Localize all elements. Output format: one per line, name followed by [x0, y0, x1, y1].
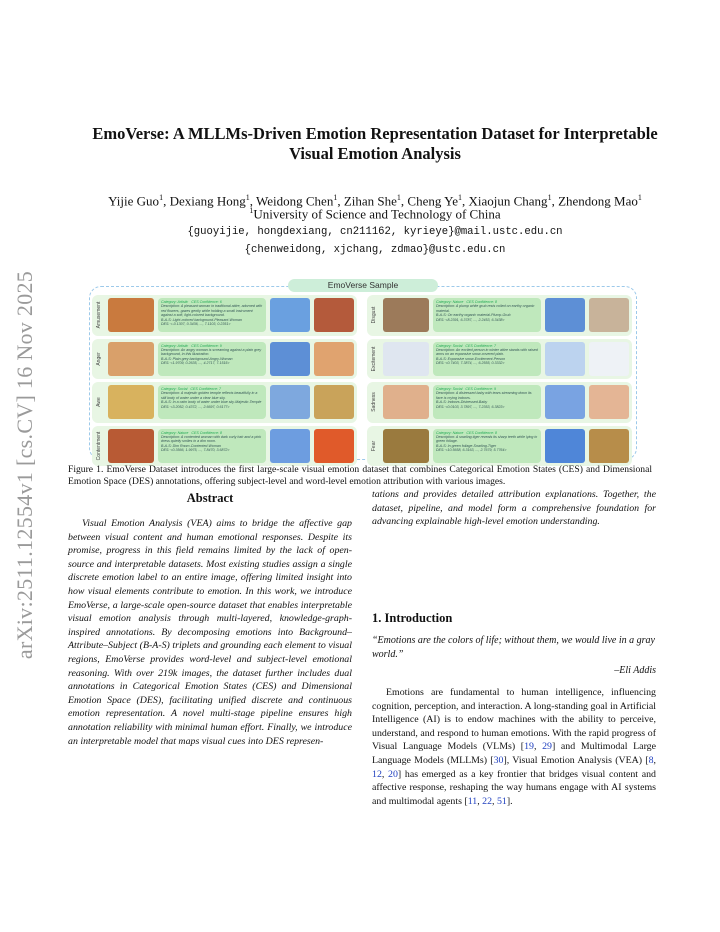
annotation-box: Category: Social CES Confidence: 7 Description: A majestic golden temple reflects beautifully in a still body of water under a clear blue sky. B-A-S: In a calm body of water under blue sky-Majestic-Temple DES: <3.2052, 0.4372, ..., 2.6697, 0.6177>: [158, 385, 266, 419]
subject-crop-image: [314, 342, 354, 376]
figure-row: [367, 339, 632, 380]
figure-title: EmoVerse Sample: [288, 279, 438, 292]
subject-crop-image: [314, 429, 354, 463]
author-list: Yijie Guo$^1$, Dexiang Hong$^1$, Weidong Chen$^1$, Zihan She$^1$, Cheng Ye$^1$, Xiaojun Chang$^1$, Zhendong Mao$^1$: [108, 193, 642, 209]
abstract-text-continued: tations and provides detailed attribution explanations. Together, the dataset, pipeline, and model form a comprehensive foundation for advancing explainable high-level emotion understanding.: [372, 489, 656, 528]
author-affiliation-mark: 1: [547, 193, 552, 202]
author-name: Dexiang Hong: [169, 193, 246, 209]
subject-crop-image: [589, 385, 629, 419]
emotion-label: Excitement: [371, 346, 377, 372]
emotion-label: Anger: [96, 352, 102, 366]
sample-image: [108, 429, 154, 463]
figure-right-column: [367, 295, 632, 469]
section-heading: 1. Introduction: [372, 611, 453, 625]
paper-title: EmoVerse: A MLLMs-Driven Emotion Representation Dataset for Interpretable Visual Emotion Analysis: [92, 124, 658, 163]
emotion-label: Fear: [371, 440, 377, 451]
emotion-label: Awe: [96, 397, 102, 408]
emotion-label: Amusement: [96, 301, 102, 329]
citation-link[interactable]: 29: [542, 741, 552, 753]
annotation-box: Category: Social CES Confidence: 9 Description: A distressed baby with tears streaming down its face is crying indoors. B-A-S: Indoors-Distressed-Baby DES: <0.0103, 3.7897, ..., 7.2353, 6.3823>: [433, 385, 541, 419]
author-affiliation-mark: 1: [333, 193, 338, 202]
author-affiliation-mark: 1: [245, 193, 250, 202]
subject-crop-image: [589, 342, 629, 376]
attention-map-image: [545, 342, 585, 376]
sample-image: [383, 385, 429, 419]
figure-row: [92, 295, 357, 336]
attention-map-image: [545, 429, 585, 463]
citation-link[interactable]: 51: [496, 795, 507, 807]
author-affiliation-mark: 1: [457, 193, 462, 202]
annotation-box: Category: Social CES Confidence: 7 Description: An excited person in winter attire stands with raised arms on an expansive snow-covered plain. B-A-S: Expansive snow-Excitement-Person DES: <0.7403, 7.3874, ..., 6.2555, 0.3332>: [433, 342, 541, 376]
epigraph-quote: “Emotions are the colors of life; without them, we would live in a gray world.”: [372, 635, 655, 660]
citation-link[interactable]: 19: [524, 741, 534, 753]
emotion-label: Disgust: [371, 306, 377, 324]
sample-image: [108, 342, 154, 376]
figure-row: [92, 339, 357, 380]
citation-link[interactable]: 11: [467, 795, 478, 807]
attention-map-image: [270, 298, 310, 332]
subject-crop-image: [589, 429, 629, 463]
author-affiliation-mark: 1: [159, 193, 164, 202]
subject-crop-image: [314, 298, 354, 332]
figure-row: [367, 426, 632, 467]
sample-image: [383, 298, 429, 332]
annotation-box: Category: Nature CES Confidence: 8 Description: A contented woman with dark curly hair and a pink dress quietly smiles in a dim room. B-A-S: Dim Room-Contented-Woman DES: <0.3566, 1.9975, ..., 7.8470, 3.6872>: [158, 429, 266, 463]
epigraph-author: –Eli Addis: [614, 665, 656, 676]
sample-image: [108, 385, 154, 419]
author-name: Xiaojun Chang: [468, 193, 548, 209]
subject-crop-image: [589, 298, 629, 332]
citation-link[interactable]: 20: [388, 768, 398, 780]
attention-map-image: [270, 342, 310, 376]
figure-row: [92, 426, 357, 467]
citation-link[interactable]: 22: [482, 795, 493, 807]
annotation-box: Category: Artistic CES Confidence: 9 Description: An angry woman is screaming against a plain grey background, in this illustration. B-A-S: Plain grey background-Angry-Woman DES: <1.9709, 0.2635, ..., 4.2717, 7.1515>: [158, 342, 266, 376]
figure-row: [92, 382, 357, 423]
email-line-2: {chenweidong, xjchang, zdmao}@ustc.edu.cn: [244, 244, 506, 256]
abstract-text: Visual Emotion Analysis (VEA) aims to bridge the affective gap between visual content and human emotional responses. Despite its promise, progress in this field remains limited by the lack of open-source and interpretable datasets. Most existing studies assign a single discrete emotion label to an entire image, offering limited insight into how visual elements contribute to emotion. In this work, we introduce EmoVerse, a large-scale open-source dataset that enables interpretable visual emotion analysis through multi-layered, knowledge-graph-inspired annotations. By decomposing emotions into Background–Attribute–Subject (B-A-S) triplets and grounding each element to visual regions, EmoVerse provides word-level and subject-level emotional reasoning. With over 219k images, the dataset further includes dual annotations in Categorical Emotion States (CES) and Dimensional Emotion Space (DES), facilitating unified discrete and continuous emotion representation. A novel multi-stage pipeline ensures high annotation reliability with minimal human effort. Finally, we introduce an interpretable model that maps visual cues into DES represen-: [68, 518, 352, 747]
citation-link[interactable]: 30: [493, 754, 504, 766]
attention-map-image: [545, 385, 585, 419]
emotion-label: Contentment: [96, 431, 102, 461]
annotation-box: Category: Nature CES Confidence: 8 Description: A snarling tiger reveals its sharp teeth while lying in green foliage. B-A-S: In green foliage-Snarling-Tiger DES: <10.5658, 6.3163, ..., 2.7679, 5.7764>: [433, 429, 541, 463]
attention-map-image: [545, 298, 585, 332]
figure-caption: Figure 1. EmoVerse Dataset introduces the first large-scale visual emotion dataset that combines Categorical Emotion States (CES) and Dimensional Emotion Space (DES) annotations, offering subject-level and word-level emotion attribution with various images.: [68, 464, 652, 487]
citation-link[interactable]: 12: [372, 768, 382, 780]
sample-image: [383, 429, 429, 463]
intro-paragraph: Emotions are fundamental to human intelligence, influencing cognition, perception, and interaction. A long-standing goal in Artificial Intelligence (AI) is to endow machines with the ability to perceive, understand, and respond to human emotions. With the rapid progress of Visual Language Models (VLMs) [19, 29] and Multimodal Large Language Models (MLLMs) [30], Visual Emotion Analysis (VEA) [8, 12, 20] has emerged as a key frontier that bridges visual content and affective response, reshaping the way humans engage with AI systems and multimodal agents [11, 22, 51].: [372, 687, 656, 807]
email-line-1: {guoyijie, hongdexiang, cn211162, kyrieye}@mail.ustc.edu.cn: [187, 226, 563, 238]
author-affiliation-mark: 1: [637, 193, 642, 202]
figure-row: [367, 382, 632, 423]
arxiv-stamp: arXiv:2511.12554v1 [cs.CV] 16 Nov 2025: [12, 270, 37, 660]
attention-map-image: [270, 385, 310, 419]
figure-row: [367, 295, 632, 336]
emotion-label: Sadness: [371, 392, 377, 412]
affiliation: $^1$University of Science and Technology of China: [249, 206, 501, 222]
subject-crop-image: [314, 385, 354, 419]
author-name: Zhendong Mao: [558, 193, 638, 209]
author-name: Yijie Guo: [108, 193, 160, 209]
author-name: Zihan She: [343, 193, 397, 209]
author-affiliation-mark: 1: [396, 193, 401, 202]
author-name: Weidong Chen: [256, 193, 334, 209]
annotation-box: Category: Artistic CES Confidence: 6 Description: A pleasant woman in traditional attire, adorned with red flowers, gazes gently while holding a small instrument against a soft, light-colored background. B-A-S: Light-colored background-Pleasant-Woman DES: <-0.1307, 0.3436, ..., 7.1103, 0.2351>: [158, 298, 266, 332]
citation-link[interactable]: 8: [648, 754, 654, 766]
attention-map-image: [270, 429, 310, 463]
figure-left-column: [92, 295, 357, 469]
sample-image: [383, 342, 429, 376]
sample-image: [108, 298, 154, 332]
author-name: Cheng Ye: [407, 193, 458, 209]
abstract-heading: Abstract: [186, 491, 234, 505]
annotation-box: Category: Nature CES Confidence: 8 Description: A plump white grub rests coiled on earthy organic material. B-A-S: On earthy organic material-Plump-Grub DES: <8.2391, 6.3787, ..., 2.2453, 6.3438>: [433, 298, 541, 332]
